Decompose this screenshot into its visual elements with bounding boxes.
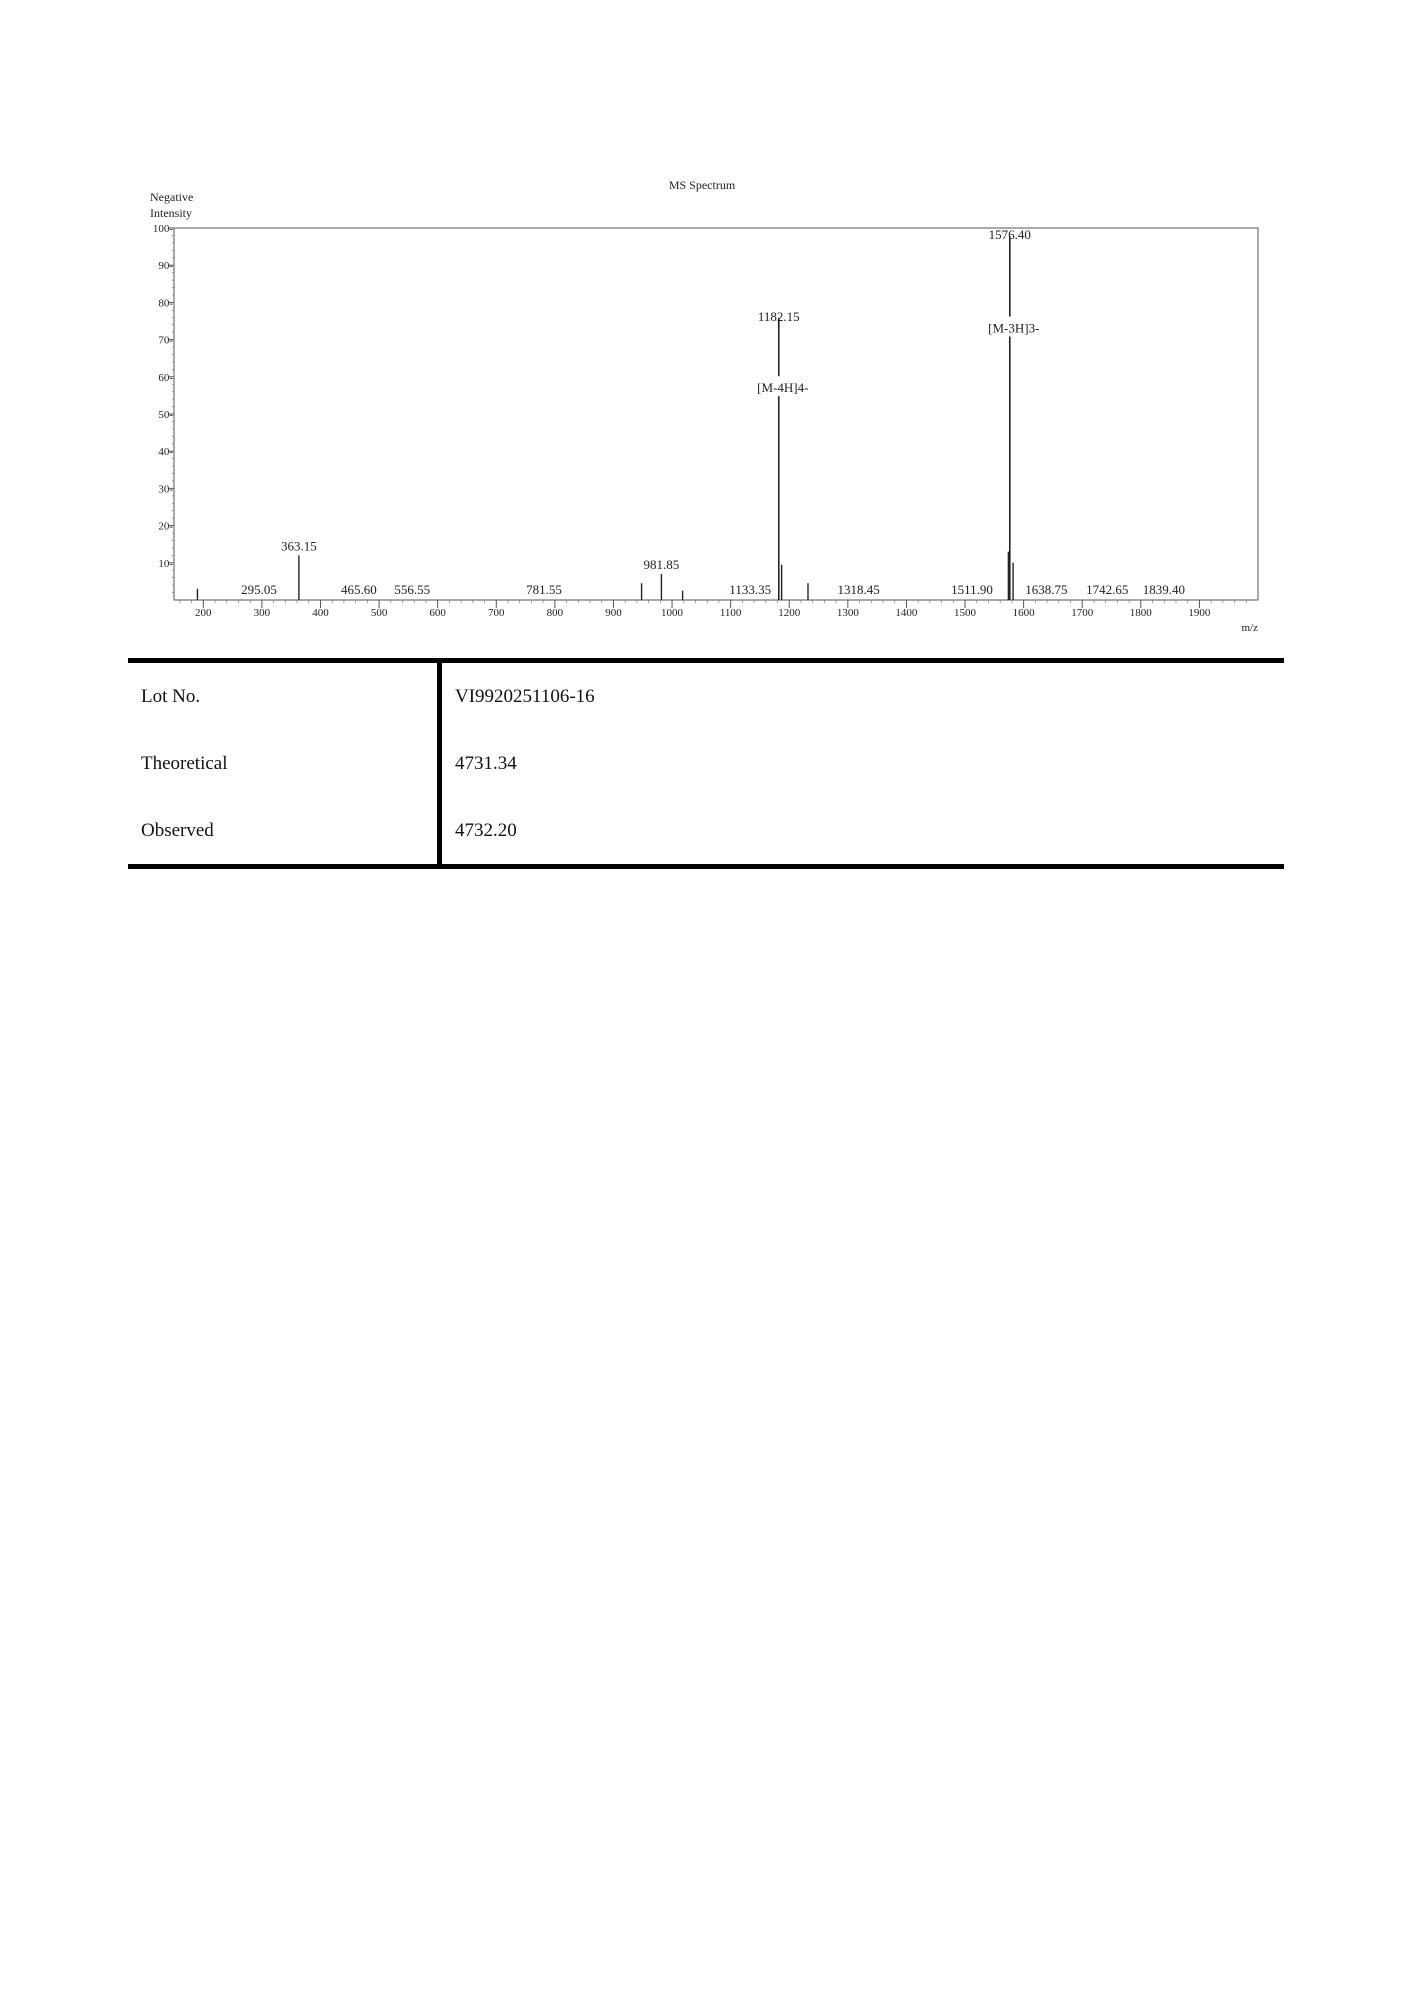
baseline-peak-label: 1133.35 bbox=[729, 582, 772, 597]
peaks-group bbox=[197, 236, 1013, 600]
y-tick-label: 60- bbox=[158, 371, 173, 384]
baseline-peak-label: 556.55 bbox=[394, 582, 431, 597]
x-tick-label: 1300 bbox=[836, 607, 859, 619]
y-tick-label: 80- bbox=[158, 297, 173, 310]
x-tick-label: 1500 bbox=[954, 607, 977, 619]
ms-spectrum-chart bbox=[0, 0, 1414, 660]
y-tick-label: 70- bbox=[158, 334, 173, 347]
table-row bbox=[128, 730, 1284, 797]
x-tick-label: 1600 bbox=[1012, 607, 1035, 619]
baseline-peak-label: 1742.65 bbox=[1086, 582, 1129, 597]
results-table bbox=[128, 658, 1284, 869]
baseline-peak-label: 465.60 bbox=[341, 582, 377, 597]
baseline-peak-label: 781.55 bbox=[526, 582, 562, 597]
x-tick-label: 400 bbox=[312, 607, 329, 619]
observed-value: 4732.20 bbox=[455, 819, 517, 841]
baseline-peak-label: 1839.40 bbox=[1142, 582, 1186, 597]
x-tick-label: 200 bbox=[195, 607, 212, 619]
x-tick-label: 1400 bbox=[895, 607, 918, 619]
x-tick-label: 1200 bbox=[778, 607, 801, 619]
y-axis-label-line1: Negative bbox=[150, 190, 194, 204]
lot-no-label: Lot No. bbox=[128, 661, 440, 731]
x-tick-label: 500 bbox=[370, 607, 388, 619]
theoretical-value: 4731.34 bbox=[455, 752, 517, 774]
x-tick-label: 700 bbox=[488, 607, 505, 619]
x-tick-label: 1800 bbox=[1129, 607, 1152, 619]
charge-state-annotation: [M-4H]4- bbox=[757, 380, 809, 396]
x-tick-label: 1900 bbox=[1188, 607, 1211, 619]
y-tick-label: 40- bbox=[158, 446, 173, 459]
y-tick-label: 50- bbox=[158, 409, 173, 421]
spectrum-svg bbox=[0, 0, 1414, 660]
plot-area-frame bbox=[174, 228, 1258, 600]
y-tick-label: 100- bbox=[152, 223, 173, 235]
peak-labels-group bbox=[241, 227, 1185, 597]
baseline-peak-label: 1638.75 bbox=[1025, 582, 1068, 597]
table-row bbox=[128, 661, 1284, 731]
x-tick-label: 600 bbox=[429, 607, 446, 619]
axis-ticks bbox=[153, 223, 1246, 619]
y-tick-label: 10- bbox=[158, 557, 173, 570]
charge-state-annotation: [M-3H]3- bbox=[988, 320, 1040, 336]
y-tick-label: 20- bbox=[158, 520, 173, 533]
baseline-peak-label: 295.05 bbox=[241, 582, 277, 597]
peak-label: 1576.40 bbox=[988, 227, 1031, 242]
y-tick-label: 90- bbox=[158, 260, 173, 273]
lot-no-value: VI9920251106-16 bbox=[455, 685, 595, 707]
table-row bbox=[128, 797, 1284, 867]
baseline-peak-label: 1318.45 bbox=[837, 582, 880, 597]
x-tick-label: 1700 bbox=[1071, 607, 1094, 619]
x-tick-label: 800 bbox=[546, 607, 564, 619]
peak-label: 1182.15 bbox=[757, 308, 800, 324]
chart-title: MS Spectrum bbox=[668, 178, 736, 192]
x-axis-label: m/z bbox=[1241, 622, 1258, 634]
theoretical-label: Theoretical bbox=[128, 730, 440, 797]
y-tick-label: 30- bbox=[158, 483, 173, 496]
y-axis-label-line2: Intensity bbox=[150, 206, 192, 220]
x-tick-label: 300 bbox=[253, 607, 271, 619]
x-tick-label: 900 bbox=[605, 607, 622, 619]
x-tick-label: 1100 bbox=[719, 607, 742, 619]
peak-label: 363.15 bbox=[281, 538, 317, 554]
observed-label: Observed bbox=[128, 797, 440, 867]
peak-label: 981.85 bbox=[643, 556, 680, 572]
baseline-peak-label: 1511.90 bbox=[951, 582, 993, 597]
x-tick-label: 1000 bbox=[661, 607, 684, 619]
